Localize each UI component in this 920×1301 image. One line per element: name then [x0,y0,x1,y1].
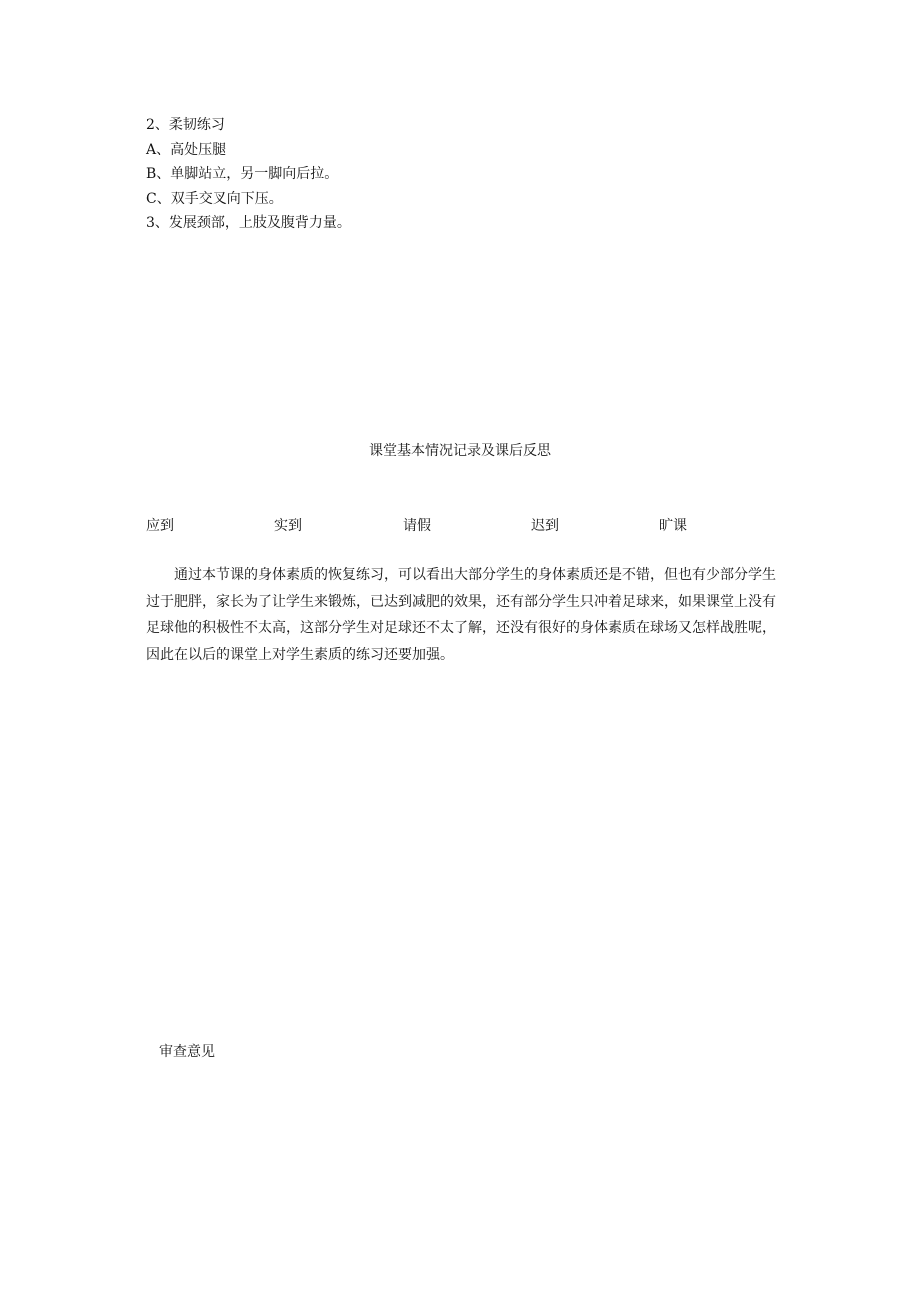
review-opinion-label: 审查意见 [159,1044,215,1060]
list-item: C、双手交叉向下压。 [146,190,283,207]
attendance-leave-label: 请假 [403,518,431,534]
reflection-paragraph: 通过本节课的身体素质的恢复练习，可以看出大部分学生的身体素质还是不错，但也有少部分学生过于肥胖，家长为了让学生来锻炼，已达到减肥的效果，还有部分学生只冲着足球来，如果课堂上没有足球他的积极性不太高，这部分学生对足球还不太了解，还没有很好的身体素质在球场又怎样战胜呢，因此在以后的课堂上对学生素质的练习还要加强。 [146,567,776,663]
list-item: B、单脚站立，另一脚向后拉。 [146,166,339,182]
attendance-row [146,515,786,537]
list-item: 2、柔韧练习 [146,117,225,133]
list-item: A、高处压腿 [146,141,227,158]
attendance-late-label: 迟到 [531,518,559,534]
section-title: 课堂基本情况记录及课后反思 [369,443,551,459]
attendance-present-label: 实到 [274,518,302,534]
attendance-due-label: 应到 [146,518,174,534]
list-item: 3、发展颈部，上肢及腹背力量。 [146,215,351,231]
exercise-list [146,113,786,236]
attendance-absent-label: 旷课 [659,518,687,534]
